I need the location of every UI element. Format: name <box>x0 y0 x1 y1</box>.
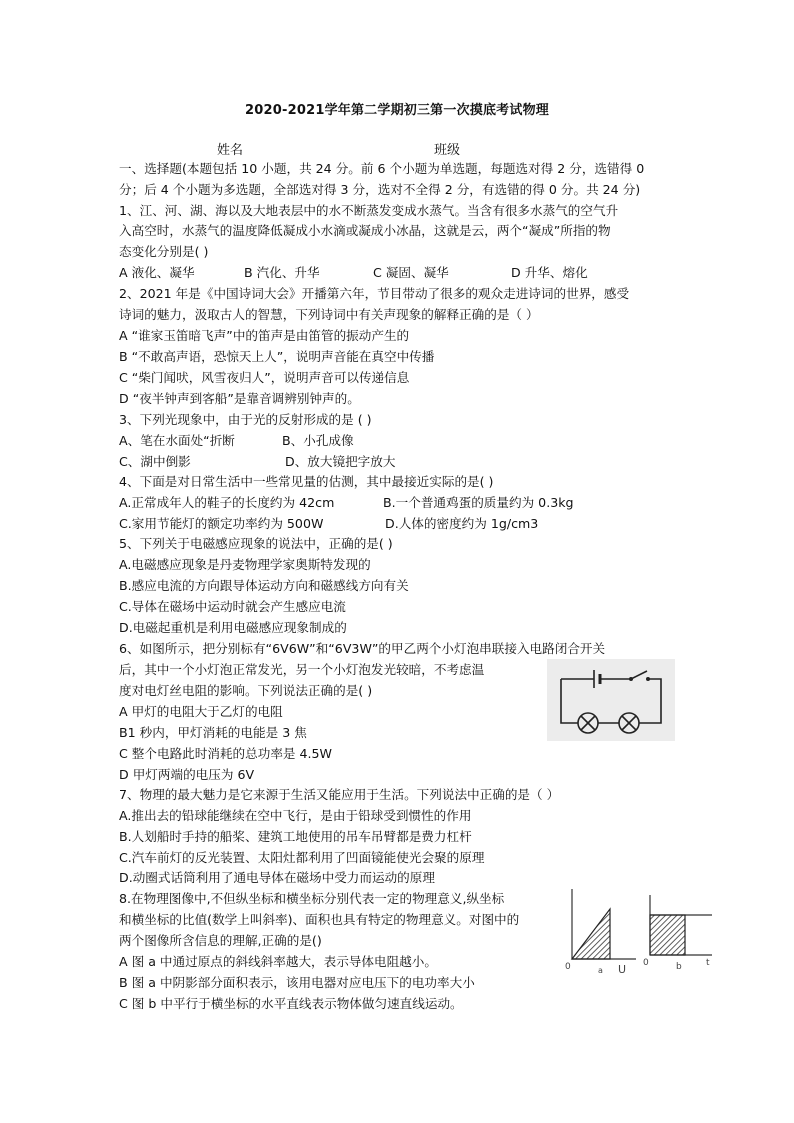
graph-a-axis-label: U <box>618 963 627 976</box>
question-2-option-a: A “谁家玉笛暗飞声”中的笛声是由笛管的振动产生的 <box>119 328 410 343</box>
graph-a-origin: 0 <box>565 962 571 972</box>
question-5-option-b: B.感应电流的方向跟导体运动方向和磁感线方向有关 <box>119 578 409 593</box>
option-a: A.正常成年人的鞋子的长度约为 42cm <box>119 495 335 510</box>
section-instructions-line: 分；后 4 个小题为多选题，全部选对得 3 分，选对不全得 2 分，有选错的得 0 分。共 24 分) <box>119 182 641 197</box>
question-6-option-a: A 甲灯的电阻大于乙灯的电阻 <box>119 704 283 719</box>
switch-pivot <box>629 677 633 681</box>
option-c: C、湖中倒影 <box>119 454 191 469</box>
option-b: B 汽化、升华 <box>244 265 320 280</box>
question-1-text: 态变化分别是( ) <box>119 244 209 259</box>
graph-b <box>642 893 716 973</box>
question-5-option-d: D.电磁起重机是利用电磁感应现象制成的 <box>119 620 347 635</box>
question-1-text: 1、江、河、湖、海以及大地表层中的水不断蒸发变成水蒸气。当含有很多水蒸气的空气升 <box>119 203 619 218</box>
option-d: D.人体的密度约为 1g/cm3 <box>385 516 539 531</box>
question-8-text: 和横坐标的比值(数学上叫斜率)、面积也具有特定的物理意义。对图中的 <box>119 912 520 927</box>
option-d: D 升华、熔化 <box>511 265 588 280</box>
question-2-option-d: D “夜半钟声到客船”是靠音调辨别钟声的。 <box>119 391 360 406</box>
question-8-text: 8.在物理图像中,不但纵坐标和横坐标分别代表一定的物理意义,纵坐标 <box>119 891 505 906</box>
question-6-option-d: D 甲灯两端的电压为 6V <box>119 767 255 782</box>
section-instructions-line: 一、选择题(本题包括 10 小题，共 24 分。前 6 个小题为单选题，每题选对得 2 分，选错得 0 <box>119 161 645 176</box>
graph-b-axis-label: t <box>706 958 710 968</box>
question-4-text: 4、下面是对日常生活中一些常见量的估测，其中最接近实际的是( ) <box>119 474 494 489</box>
question-7-option-c: C.汽车前灯的反光装置、太阳灶都利用了凹面镜能使光会聚的原理 <box>119 850 485 865</box>
graph-a-label: a <box>598 966 603 975</box>
switch-contact <box>646 677 650 681</box>
name-label: 姓名 <box>217 143 244 158</box>
question-8-option-b: B 图 a 中阴影部分面积表示，该用电器对应电压下的电功率大小 <box>119 975 475 990</box>
graph-b-shaded-area <box>650 915 685 955</box>
question-6-option-c: C 整个电路此时消耗的总功率是 4.5W <box>119 746 332 761</box>
question-8-option-c: C 图 b 中平行于横坐标的水平直线表示物体做匀速直线运动。 <box>119 996 463 1011</box>
question-6-text: 6、如图所示，把分别标有“6V6W”和“6V3W”的甲乙两个小灯泡串联接入电路闭合开关 <box>119 641 606 656</box>
graph-a-shaded-area <box>572 909 610 959</box>
question-1-text: 入高空时，水蒸气的温度降低凝成小水滴或凝成小冰晶，这就是云，两个“凝成”所指的物 <box>119 223 611 238</box>
option-b: B、小孔成像 <box>282 433 354 448</box>
option-a: A、笔在水面处“折断 <box>119 433 235 448</box>
question-2-option-b: B “不敢高声语，恐惊天上人”，说明声音能在真空中传播 <box>119 349 435 364</box>
page-title: 2020-2021学年第二学期初三第一次摸底考试物理 <box>245 103 549 118</box>
option-a: A 液化、凝华 <box>119 265 195 280</box>
option-b: B.一个普通鸡蛋的质量约为 0.3kg <box>383 495 574 510</box>
question-2-option-c: C “柴门闻吠，风雪夜归人”，说明声音可以传递信息 <box>119 370 410 385</box>
question-5-option-c: C.导体在磁场中运动时就会产生感应电流 <box>119 599 346 614</box>
question-7-option-d: D.动圈式话筒利用了通电导体在磁场中受力而运动的原理 <box>119 870 435 885</box>
question-8-text: 两个图像所含信息的理解,正确的是() <box>119 933 322 948</box>
question-7-text: 7、物理的最大魅力是它来源于生活又能应用于生活。下列说法中正确的是（ ） <box>119 787 560 802</box>
graph-b-origin: 0 <box>643 958 649 968</box>
question-7-option-b: B.人划船时手持的船桨、建筑工地使用的吊车吊臂都是费力杠杆 <box>119 829 472 844</box>
option-d: D、放大镜把字放大 <box>285 454 396 469</box>
question-2-text: 诗词的魅力，汲取古人的智慧，下列诗词中有关声现象的解释正确的是（ ） <box>119 307 539 322</box>
class-label: 班级 <box>434 143 461 158</box>
question-6-text: 后，其中一个小灯泡正常发光，另一个小灯泡发光较暗，不考虑温 <box>119 662 485 677</box>
option-c: C 凝固、凝华 <box>373 265 449 280</box>
circuit-figure-bg <box>547 659 675 741</box>
option-c: C.家用节能灯的额定功率约为 500W <box>119 516 324 531</box>
graph-a <box>562 887 642 977</box>
question-2-text: 2、2021 年是《中国诗词大会》开播第六年，节目带动了很多的观众走进诗词的世界，感受 <box>119 286 630 301</box>
graph-b-label: b <box>676 962 682 972</box>
question-8-option-a: A 图 a 中通过原点的斜线斜率越大，表示导体电阻越小。 <box>119 954 437 969</box>
question-5-text: 5、下列关于电磁感应现象的说法中，正确的是( ) <box>119 536 393 551</box>
question-5-option-a: A.电磁感应现象是丹麦物理学家奥斯特发现的 <box>119 557 371 572</box>
question-7-option-a: A.推出去的铅球能继续在空中飞行，是由于铅球受到惯性的作用 <box>119 808 472 823</box>
question-6-text: 度对电灯丝电阻的影响。下列说法正确的是( ) <box>119 683 373 698</box>
question-6-option-b: B1 秒内，甲灯消耗的电能是 3 焦 <box>119 725 307 740</box>
circuit-diagram <box>547 659 675 741</box>
question-3-text: 3、下列光现象中，由于光的反射形成的是 ( ) <box>119 412 372 427</box>
